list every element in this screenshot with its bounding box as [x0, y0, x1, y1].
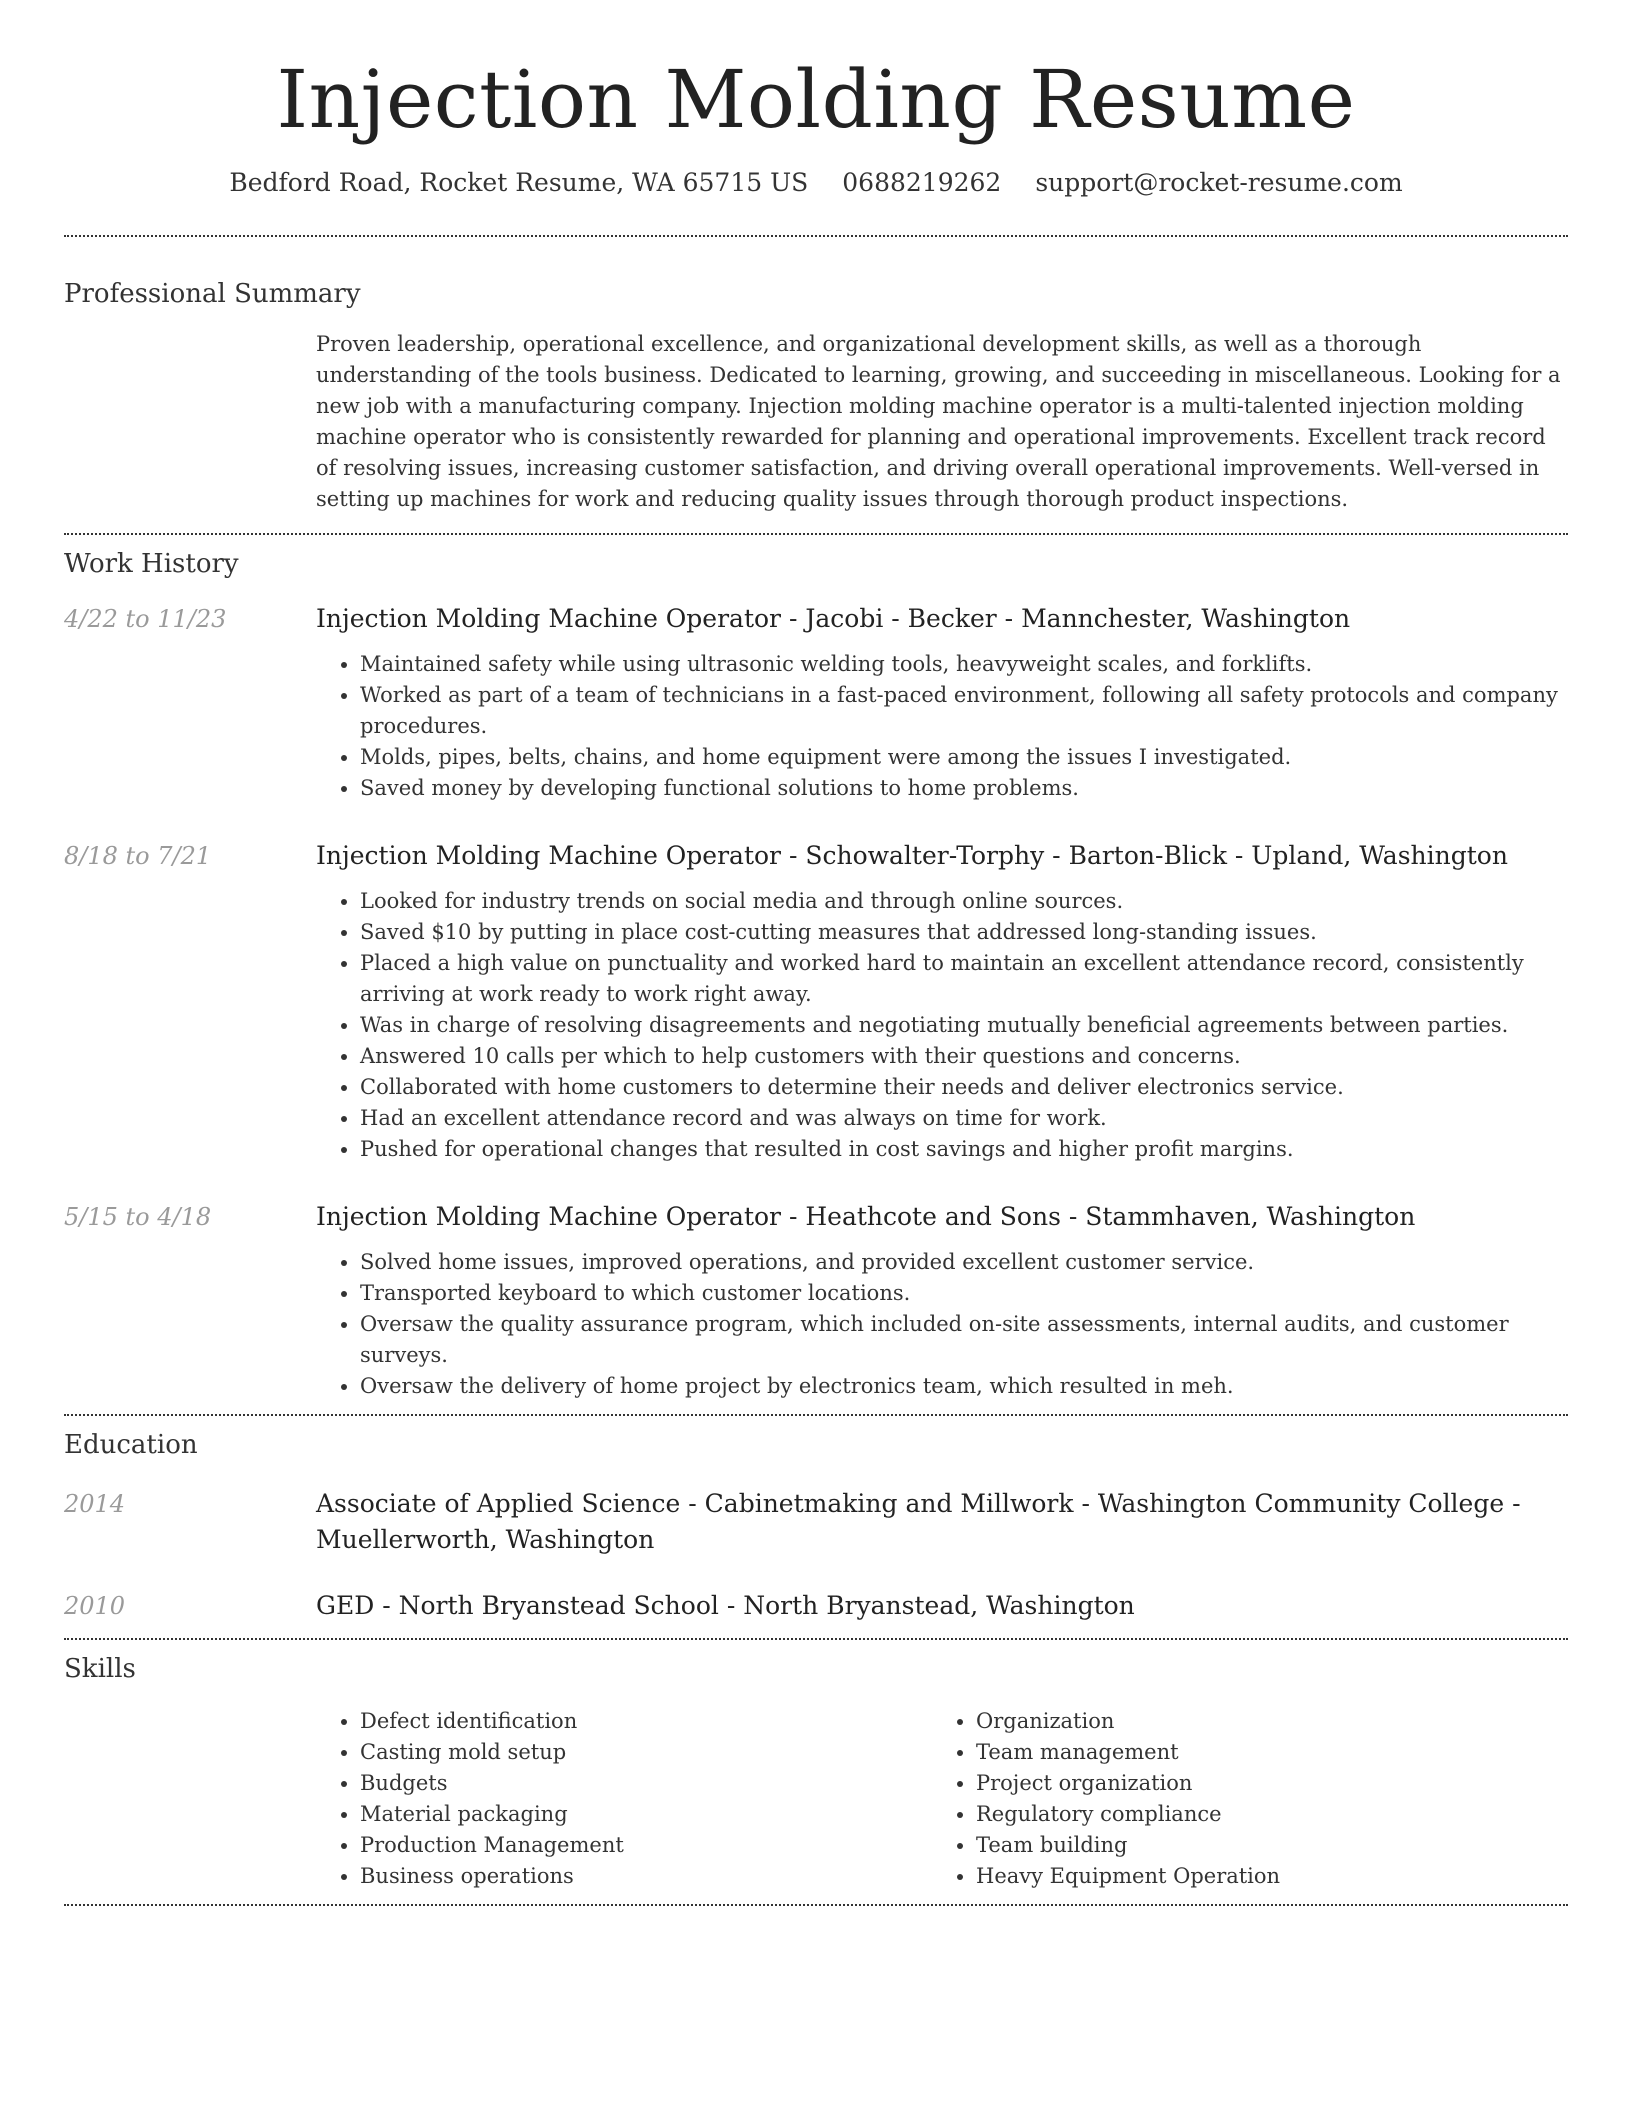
contact-phone: 0688219262 [842, 168, 1002, 197]
education-entry [64, 1486, 1568, 1558]
skill-item: • Project organization [976, 1768, 1548, 1799]
work-date: 4/22 to 11/23 [64, 605, 227, 633]
education-date: 2014 [64, 1490, 126, 1518]
work-bullet: • Transported keyboard to which customer locations. [360, 1278, 1568, 1309]
work-date: 5/15 to 4/18 [64, 1203, 212, 1231]
work-bullets [316, 886, 1568, 1165]
education-date: 2010 [64, 1592, 126, 1620]
work-bullets [316, 649, 1568, 804]
work-bullet: • Molds, pipes, belts, chains, and home equipment were among the issues I investigated. [360, 742, 1568, 773]
skills-column-left [316, 1706, 932, 1892]
work-bullet: • Was in charge of resolving disagreements and negotiating mutually beneficial agreements between parties. [360, 1010, 1568, 1041]
skill-item: • Team management [976, 1737, 1548, 1768]
contact-email: support@rocket-resume.com [1035, 168, 1403, 197]
skill-item: • Casting mold setup [360, 1737, 932, 1768]
education-title: GED - North Bryanstead School - North Bryanstead, Washington [316, 1591, 1135, 1620]
education-heading: Education [64, 1430, 198, 1460]
skill-item: • Team building [976, 1830, 1548, 1861]
skill-item: • Defect identification [360, 1706, 932, 1737]
skill-item: • Business operations [360, 1861, 932, 1892]
education-entry [64, 1588, 1568, 1624]
skill-item: • Heavy Equipment Operation [976, 1861, 1548, 1892]
work-bullet: • Worked as part of a team of technicians in a fast-paced environment, following all safety protocols and company procedures. [360, 680, 1568, 742]
skill-item: • Organization [976, 1706, 1548, 1737]
skill-item: • Material packaging [360, 1799, 932, 1830]
work-bullet: • Looked for industry trends on social media and through online sources. [360, 886, 1568, 917]
education-section [64, 1416, 1568, 1624]
skill-item: • Budgets [360, 1768, 932, 1799]
divider [64, 1904, 1568, 1906]
work-entry [64, 838, 1568, 1165]
divider [64, 235, 1568, 237]
work-bullet: • Collaborated with home customers to determine their needs and deliver electronics service. [360, 1072, 1568, 1103]
work-bullet: • Oversaw the delivery of home project by electronics team, which resulted in meh. [360, 1371, 1568, 1402]
contact-address: Bedford Road, Rocket Resume, WA 65715 US [229, 168, 809, 197]
work-history-section [64, 535, 1568, 1402]
work-title: Injection Molding Machine Operator - Jacobi - Becker - Mannchester, Washington [316, 604, 1351, 633]
work-bullet: • Saved money by developing functional solutions to home problems. [360, 773, 1568, 804]
resume-title: Injection Molding Resume [276, 53, 1356, 146]
work-bullet: • Placed a high value on punctuality and worked hard to maintain an excellent attendance record, consistently arriving at work ready to work right away. [360, 948, 1568, 1010]
work-entry [64, 1199, 1568, 1402]
work-bullet: • Maintained safety while using ultrasonic welding tools, heavyweight scales, and forklifts. [360, 649, 1568, 680]
work-bullet: • Solved home issues, improved operations, and provided excellent customer service. [360, 1247, 1568, 1278]
work-date: 8/18 to 7/21 [64, 842, 212, 870]
work-bullets [316, 1247, 1568, 1402]
skill-item: • Production Management [360, 1830, 932, 1861]
work-entry [64, 601, 1568, 804]
work-bullet: • Had an excellent attendance record and was always on time for work. [360, 1103, 1568, 1134]
skills-section [64, 1640, 1568, 1892]
work-history-heading: Work History [64, 549, 239, 579]
work-bullet: • Oversaw the quality assurance program, which included on-site assessments, internal audits, and customer surveys. [360, 1309, 1568, 1371]
work-bullet: • Pushed for operational changes that resulted in cost savings and higher profit margins. [360, 1134, 1568, 1165]
summary-text: Proven leadership, operational excellence, and organizational development skills, as well as a thorough understanding of the tools business. Dedicated to learning, growing, and succeeding in miscellaneous. Looking for a new job with a manufacturing company. Injection molding machine operator is a multi-talented injection molding machine operator who is consistently rewarded for planning and operational improvements. Excellent track record of resolving issues, increasing customer satisfaction, and driving overall operational improvements. Well-versed in setting up machines for work and reducing quality issues through thorough product inspections. [316, 332, 1561, 511]
summary-heading: Professional Summary [64, 279, 361, 309]
work-title: Injection Molding Machine Operator - Schowalter-Torphy - Barton-Blick - Upland, Washington [316, 841, 1508, 870]
work-title: Injection Molding Machine Operator - Heathcote and Sons - Stammhaven, Washington [316, 1202, 1416, 1231]
work-bullet: • Saved $10 by putting in place cost-cutting measures that addressed long-standing issues. [360, 917, 1568, 948]
contact-line [64, 168, 1568, 197]
work-bullet: • Answered 10 calls per which to help customers with their questions and concerns. [360, 1041, 1568, 1072]
skill-item: • Regulatory compliance [976, 1799, 1548, 1830]
education-title: Associate of Applied Science - Cabinetmaking and Millwork - Washington Community College - Muellerworth, Washington [316, 1489, 1521, 1554]
skills-column-right [932, 1706, 1548, 1892]
skills-heading: Skills [64, 1654, 136, 1684]
